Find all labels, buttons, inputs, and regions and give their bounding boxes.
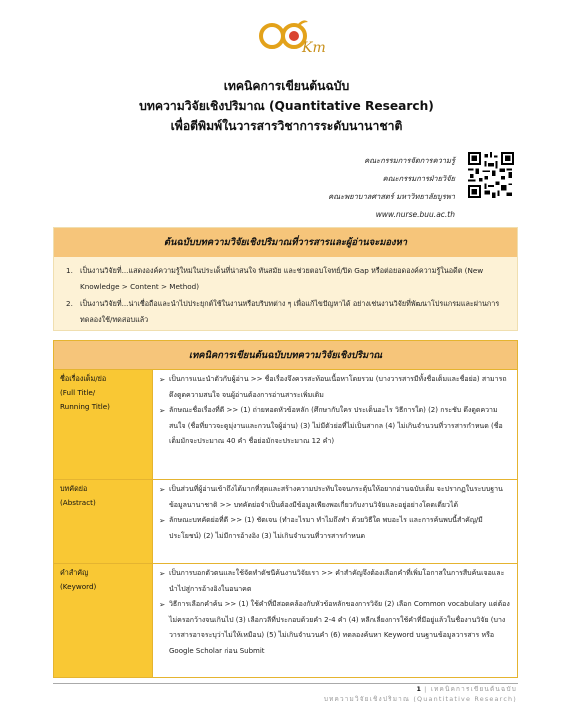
footer-line-1: เทคนิคการเขียนต้นฉบับ [430,685,517,693]
bullet-text: เป็นการแนะนำตัวกับผู้อ่าน >> ชื่อเรื่องจึงควรสะท้อนเนื้อหาโดยรวม (บางวารสารมีทั้งชื่อเต็มและชื่อย่อ) สามารถดึงดูดความสนใจ จนผู้อ่านต้องการอ่านสาระเพิ่มเติม [169,375,507,399]
techniques-heading: เทคนิคการเขียนต้นฉบับบทความวิจัยเชิงปริมาณ [54,341,517,370]
intro-item [66,296,507,328]
row-content [153,480,517,563]
intro-list [54,257,517,328]
credit-faculty: คณะพยาบาลศาสตร์ มหาวิทยาลัยบูรพา [328,192,455,201]
intro-item-text: เป็นงานวิจัยที่...แสดงองค์ความรู้ใหม่ในประเด็นที่น่าสนใจ ทันสมัย และช่วยตอบโจทย์/ปิด Gap หรือต่อยอดองค์ความรู้ในอดีต (New Knowledge > Content > Method) [80,266,484,291]
row-content [153,370,517,479]
credits [328,152,455,224]
credit-research-committee: คณะกรรมการฝ่ายวิจัย [382,174,455,183]
bullet-item [159,597,511,659]
credit-website: www.nurse.buu.ac.th [375,210,455,219]
bullet-text: เป็นการบอกตัวตนและใช้จัดทำดัชนีค้นงานวิจัยเรา >> คำสำคัญจึงต้องเลือกคำที่เพิ่มโอกาสในการสืบค้นเจอและนำไปสู่การอ้างอิงในอนาคต [169,569,505,593]
bullet-item [159,482,511,513]
table-row-abstract [54,480,517,564]
intro-heading: ต้นฉบับบทความวิจัยเชิงปริมาณที่วารสารและผู้อ่านจะมองหา [54,228,517,257]
table-row-keyword [54,564,517,677]
intro-item-text: เป็นงานวิจัยที่...น่าเชื่อถือและนำไปประยุกต์ใช้ในงานหรือบริบทต่าง ๆ เพื่อแก้ไขปัญหาได้ อย่างเช่นงานวิจัยที่พัฒนาโปรแกรมและผ่านการทดลองใช้/ทดสอบแล้ว [80,299,500,324]
qr-code-icon [468,152,514,198]
intro-item [66,263,507,295]
row-label-keyword: คำสำคัญ (Keyword) [54,564,153,677]
intro-box [53,227,518,331]
arrow-bullet-icon: ➢ [159,406,166,415]
row-label-title: ชื่อเรื่องเต็ม/ย่อ (Full Title/ Running Title) [54,370,153,479]
bullet-item [159,566,511,597]
title-line-2: บทความวิจัยเชิงปริมาณ (Quantitative Research) [139,99,434,113]
bullet-item [159,513,511,544]
arrow-bullet-icon: ➢ [159,485,166,494]
intro-item-number: 2. [66,299,73,308]
document-title [0,76,573,136]
footer-line-2: บทความวิจัยเชิงปริมาณ (Quantitative Research) [323,695,517,703]
bullet-item [159,403,511,450]
credit-km-committee: คณะกรรมการจัดการความรู้ [364,156,455,165]
arrow-bullet-icon: ➢ [159,516,166,525]
table-row-title [54,370,517,480]
km-logo: Km [302,40,326,56]
bullet-item [159,372,511,403]
arrow-bullet-icon: ➢ [159,375,166,384]
arrow-bullet-icon: ➢ [159,600,166,609]
row-content [153,564,517,677]
bullet-text: เป็นส่วนที่ผู้อ่านเข้าถึงได้มากที่สุดและสร้างความประทับใจจนกระตุ้นให้อยากอ่านฉบับเต็ม จะปรากฏในระบบฐานข้อมูลนานาชาติ >> บทคัดย่อจำเป็นต้องมีข้อมูลเพียงพอเกี่ยวกับงานวิจัยและอยู่อย่างโดดเดี่ยวได้ [169,485,503,509]
intro-item-number: 1. [66,266,73,275]
title-line-1: เทคนิคการเขียนต้นฉบับ [223,79,350,93]
page-footer: 1 | เทคนิคการเขียนต้นฉบับ บทความวิจัยเชิงปริมาณ (Quantitative Research) [323,685,517,703]
row-label-abstract: บทคัดย่อ (Abstract) [54,480,153,563]
page-number: 1 [416,685,421,693]
bullet-text: ลักษณะบทคัดย่อที่ดี >> (1) ชัดเจน (ทำอะไรมา ทำไมถึงทำ ด้วยวิธีใด พบอะไร และการค้นพบนี้สำคัญ/มีประโยชน์) (2) ไม่มีการอ้างอิง (3) ไม่เกินจำนวนที่วารสารกำหนด [169,516,483,540]
bullet-text: ลักษณะชื่อเรื่องที่ดี >> (1) ถ่ายทอดหัวข้อหลัก (ศึกษากับใคร ประเด็นอะไร วิธีการใด) (2) กระชับ ดึงดูดความสนใจ (ชื่อที่ยาวจะดูมุ่งานและกวนใจผู้อ่าน) (3) ไม่มีตัวย่อที่ไม่เป็นสากล (4) ไม่เกินจำนวนที่วารสารกำหนด (ชื่อเต็มมักจะประมาณ 40 คำ ชื่อย่อมักจะประมาณ 12 คำ) [169,406,503,445]
arrow-bullet-icon: ➢ [159,569,166,578]
title-line-3: เพื่อตีพิมพ์ในวารสารวิชาการระดับนานาชาติ [170,119,403,133]
techniques-table [53,340,518,678]
bullet-text: วิธีการเลือกคำค้น >> (1) ใช้คำที่มีสอดคล้องกับหัวข้อหลักของการวิจัย (2) เลือก Common vocabulary แต่ต้องไม่ครอกว้างจนเกินไป (3) เลือกวลีที่ประกอบด้วยคำ 2-4 คำ (4) หลีกเลี่ยงการใช้คำที่มีอยู่แล้วในชื่องานวิจัย (บางวารสารอาจระบุว่าไม่ให้เหมือน) (5) ไม่เกินจำนวนคำ (6) ทดลองค้นหา Keyword บนฐานข้อมูลวารสาร หรือ Google Scholar ก่อน Submit [169,600,510,655]
